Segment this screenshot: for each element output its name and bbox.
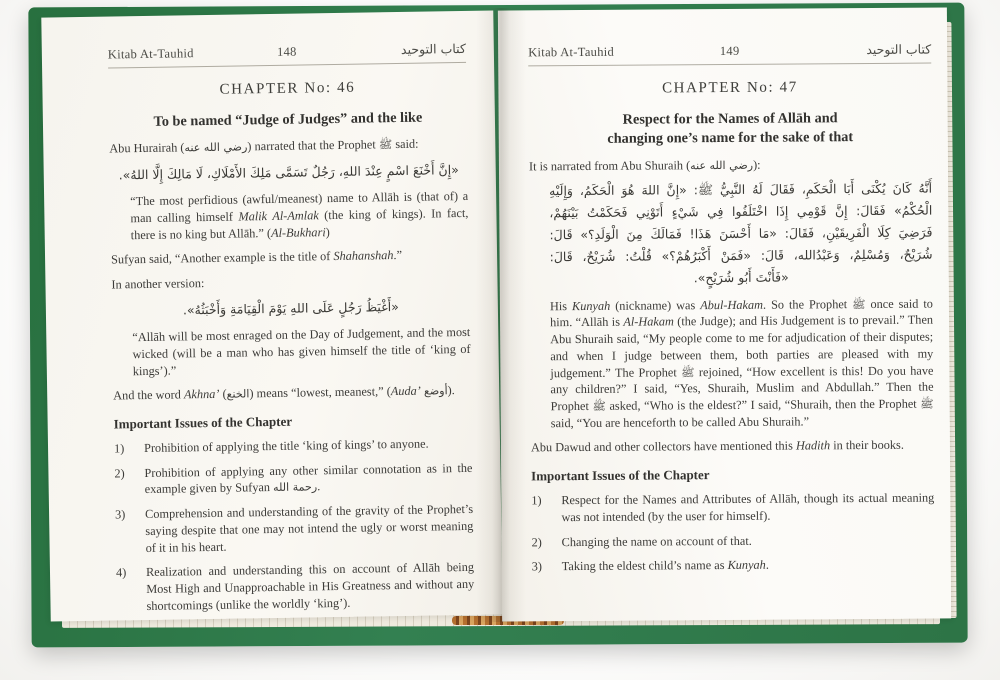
arabic-hadith-1: «إِنَّ أَخْنَعَ اسْمٍ عِنْدَ اللهِ، رَجُلٌ تَسَمَّى مَلِكَ الأَمْلَاكِ، لَا مَالِكَ إِلَّا اللهُ». — [118, 162, 459, 183]
issue-text: Prohibition of applying any other similar connotation as in the example given by Sufyan رحمة الله. — [144, 460, 473, 497]
issue-item — [532, 531, 935, 551]
issue-text: Realization and understanding this on account of Allāh being Most High and Unapproachable in His Greatness and without any shortcomings (unlike the worldly ‘king’). — [145, 560, 475, 613]
akhna-note: And the word Akhna’ (الخنع) means “lowest, meanest,” (Auda’ أوضع). — [113, 383, 455, 403]
chapter-title: To be named “Judge of Judges” and the like — [153, 109, 423, 130]
arabic-line: فَرَضِيَ كِلَا الْفَرِيقَيْنِ، فَقَالَ: «مَا أَحْسَنَ هَذَا! فَمَالَكَ مِنَ الْوَلَدِ؟» قَالَ: — [549, 224, 933, 243]
chapter-title — [529, 109, 932, 150]
issue-item — [115, 501, 474, 557]
hadith-translation-2: “Allāh will be most enraged on the Day of Judgement, and the most wicked (will be a man who has given himself the title of ‘king of kings’).” — [132, 324, 471, 378]
running-title: Kitab At-Tauhid — [528, 44, 615, 60]
issue-item — [116, 559, 475, 615]
left-page-header — [108, 41, 466, 69]
arabic-line: شُرَيْحٌ، وَمُسْلِمٌ، وَعَبْدُالله، قَالَ: «فَمَنْ أَكْبَرُهُمْ؟» قُلْتُ: شُرَيْحٌ، قَالَ: — [549, 246, 933, 265]
issue-number: 4) — [115, 565, 127, 580]
running-title-arabic: كتاب التوحيد — [866, 41, 932, 58]
issues-heading: Important Issues of the Chapter — [531, 467, 710, 484]
issue-number: 1) — [113, 441, 125, 456]
issue-number: 3) — [114, 507, 126, 522]
issue-item — [114, 435, 472, 457]
intro-paragraph: Abu Hurairah (رضي الله عنه) narrated that the Prophet ﷺ said: — [109, 136, 419, 156]
issue-item — [114, 460, 472, 499]
running-title-arabic: كتاب التوحيد — [400, 40, 466, 57]
chapter-title-line-2: changing one’s name for the sake of that — [607, 129, 854, 148]
arabic-hadith-2: «أَغْيَظُ رَجُلٍ عَلَى اللهِ يَوْمَ الْقِيَامَةِ وَأَخْبَثُهُ». — [182, 298, 399, 318]
abu-dawud-note: Abu Dawud and other collectors have mentioned this Hadith in their books. — [530, 438, 904, 455]
running-title: Kitab At-Tauhid — [107, 46, 194, 62]
chapter-heading: CHAPTER No: 47 — [661, 79, 798, 97]
page-number: 148 — [276, 44, 297, 59]
page-number: 149 — [719, 43, 740, 59]
issue-text: Taking the eldest child’s name as Kunyah. — [561, 558, 769, 574]
hadith-translation: His Kunyah (nickname) was Abul-Hakam. So the Prophet ﷺ once said to him. “Allāh is Al-Hakam (the Judge); and His Judgement is to prevail.” Then Abu Shuraih said, “My people come to me for adjudication of their disputes; and when I judge between them, both parties are pleased with my judgement.” The Prophet ﷺ rejoined, “How excellent is this! Do you have any children?” I said, “Yes, Shuraih, Muslim and Abdullah.” Then the Prophet ﷺ asked, “Who is the eldest?” I said, “Shuraih, then the Prophet ﷺ said, “You are henceforth to be called Abu Shuraih.” — [549, 296, 934, 430]
hadith-translation-1: “The most perfidious (awful/meanest) name to Allāh is (that of) a man calling himself Malik Al-Amlak (the king of kings). In fact, there is no king but Allāh.” (Al-Bukhari) — [130, 189, 469, 242]
sufyan-line: Sufyan said, “Another example is the title of Shahanshah.” — [110, 248, 403, 267]
issues-heading: Important Issues of the Chapter — [113, 413, 293, 432]
issue-number: 3) — [531, 559, 543, 574]
issue-text: Changing the name on account of that. — [561, 533, 752, 549]
issue-number: 2) — [531, 534, 542, 549]
arabic-hadith-block — [549, 178, 933, 290]
chapter-title-line-1: Respect for the Names of Allāh and — [622, 110, 838, 128]
issue-number: 1) — [531, 493, 542, 508]
issue-text: Prohibition of applying the title ‘king of kings’ to anyone. — [143, 436, 429, 456]
arabic-line: «فَأَنْتَ أَبُو شُرَيْحٍ». — [693, 269, 789, 286]
chapter-heading: CHAPTER No: 46 — [219, 79, 356, 98]
issue-item — [531, 490, 934, 526]
arabic-line: أَنَّهُ كَانَ يُكْنَى أَبَا الْحَكَمِ، فَقَالَ لَهُ النَّبِيُّ ﷺ: «إِنَّ اللهَ هُوَ الْحَكَمُ، وَإِلَيْهِ — [549, 180, 933, 199]
issue-text: Comprehension and understanding of the gravity of the Prophet’s saying despite that one may not intend the ugly or worst meaning of it in his heart. — [144, 502, 474, 555]
issue-item — [532, 556, 935, 576]
left-page — [41, 10, 502, 621]
issue-number: 2) — [114, 466, 125, 481]
arabic-line: الْحُكْمُ» فَقَالَ: إِنَّ قَوْمِي إِذَا اخْتَلَفُوا فِي شَيْءٍ أَتَوْنِي فَحَكَمْتُ بَيْنَهُمْ، — [549, 202, 933, 221]
issue-text: Respect for the Names and Attributes of Allāh, though its actual meaning was not intended (by the user for himself). — [561, 490, 935, 525]
another-version-line: In another version: — [111, 276, 205, 292]
right-page — [498, 7, 951, 621]
right-page-header — [528, 42, 931, 67]
intro-paragraph: It is narrated from Abu Shuraih (رضي الله عنه): — [528, 157, 761, 173]
